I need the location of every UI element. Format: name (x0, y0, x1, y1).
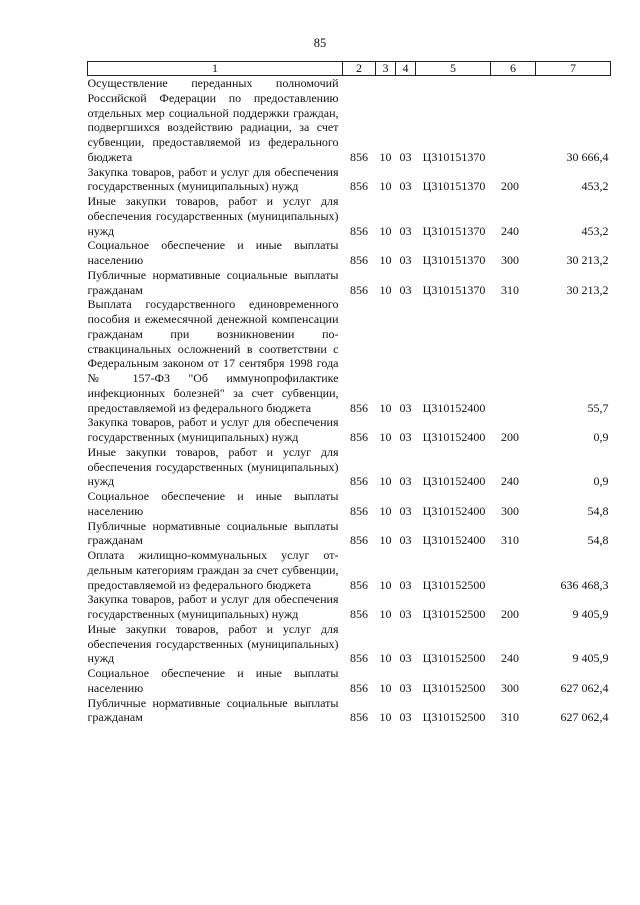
table-row (88, 445, 611, 489)
row-expense-type-code: 200 (501, 179, 519, 194)
row-description: Публичные нормативные социальные выплаты гражданам (87, 267, 339, 297)
table-row (88, 268, 611, 298)
row-expense-type-code (491, 76, 536, 165)
row-expense-type-code: 300 (501, 253, 519, 267)
column-header-1: 1 (88, 62, 343, 76)
row-ministry-code: 856 (350, 607, 368, 621)
row-target-article-code: Ц310152500 (422, 680, 486, 695)
row-section-code: 10 (379, 680, 392, 695)
row-target-article-code: Ц310151370 (422, 149, 486, 164)
row-subsection-code: 03 (399, 253, 412, 267)
row-target-article-code: Ц310152400 (422, 503, 486, 518)
row-description: Выплата государственного единовременного пособия и ежемесячной денежной компенсации гражданам при возникновении поствакцинальных осложнений в соответствии с Федеральным законом от 17 сентября 1998 года № 157-ФЗ "Об иммунопрофилактике инфекционных болезней" за счет субвенции, предоставляемой из федерального бюджета (87, 297, 339, 415)
row-ministry-code: 856 (350, 282, 368, 297)
row-target-article-code: Ц310152400 (422, 474, 486, 489)
row-subsection-code: 03 (399, 533, 412, 548)
row-expense-type-code: 240 (501, 223, 519, 238)
table-row (88, 76, 611, 165)
row-subsection-code: 03 (399, 430, 412, 444)
row-amount: 54,8 (587, 533, 609, 548)
row-ministry-code: 856 (350, 474, 368, 489)
table-row (88, 592, 611, 622)
column-header-5: 5 (416, 62, 491, 76)
table-row (88, 489, 611, 519)
row-subsection-code: 03 (399, 474, 412, 489)
row-ministry-code: 856 (350, 503, 368, 518)
row-expense-type-code: 310 (501, 282, 519, 297)
row-ministry-code: 856 (350, 577, 368, 592)
table-row (88, 238, 611, 268)
row-description: Иные закупки товаров, работ и услуг для обеспечения государственных (муниципальных) нужд (87, 621, 339, 666)
table-row (88, 519, 611, 549)
row-target-article-code: Ц310151370 (422, 282, 486, 297)
row-description: Социальное обеспечение и иные выплаты населению (87, 238, 339, 267)
row-target-article-code: Ц310151370 (422, 253, 486, 267)
row-section-code: 10 (379, 253, 392, 267)
row-section-code: 10 (379, 179, 392, 194)
row-amount: 9 405,9 (572, 607, 609, 621)
row-expense-type-code: 200 (501, 607, 519, 621)
row-subsection-code: 03 (399, 651, 412, 666)
row-amount: 453,2 (581, 223, 609, 238)
row-amount: 54,8 (587, 503, 609, 518)
row-expense-type-code: 240 (501, 474, 519, 489)
table-row (88, 622, 611, 666)
row-description: Закупка товаров, работ и услуг для обеспечения государственных (муниципальных) нужд (87, 164, 339, 194)
row-section-code: 10 (379, 607, 392, 621)
row-target-article-code: Ц310152500 (422, 607, 486, 621)
row-subsection-code: 03 (399, 710, 412, 725)
table-body (88, 76, 611, 726)
row-ministry-code: 856 (350, 179, 368, 194)
column-header-4: 4 (396, 62, 416, 76)
table-row (88, 194, 611, 238)
row-amount: 0,9 (593, 474, 609, 489)
row-expense-type-code: 240 (501, 651, 519, 666)
row-section-code: 10 (379, 223, 392, 238)
row-description: Закупка товаров, работ и услуг для обеспечения государственных (муниципальных) нужд (87, 592, 339, 621)
row-ministry-code: 856 (350, 430, 368, 444)
table-row (88, 415, 611, 445)
row-expense-type-code (491, 297, 536, 415)
row-subsection-code: 03 (399, 400, 412, 415)
row-ministry-code: 856 (350, 710, 368, 725)
row-ministry-code: 856 (350, 149, 368, 164)
row-amount: 30 666,4 (566, 149, 609, 164)
row-amount: 627 062,4 (560, 710, 609, 725)
row-section-code: 10 (379, 282, 392, 297)
row-amount: 30 213,2 (566, 253, 609, 267)
row-expense-type-code: 200 (501, 430, 519, 444)
table-row (88, 548, 611, 592)
row-subsection-code: 03 (399, 149, 412, 164)
row-amount: 453,2 (581, 179, 609, 194)
column-header-3: 3 (376, 62, 396, 76)
row-target-article-code: Ц310152400 (422, 400, 486, 415)
row-target-article-code: Ц310151370 (422, 179, 486, 194)
row-amount: 636 468,3 (560, 577, 609, 592)
page-number: 85 (313, 36, 327, 50)
row-description: Иные закупки товаров, работ и услуг для обеспечения государственных (муниципальных) нужд (87, 194, 339, 238)
row-target-article-code: Ц310152500 (422, 710, 486, 725)
row-ministry-code: 856 (350, 533, 368, 548)
row-description: Оплата жилищно-коммунальных услуг отдельным категориям граждан за счет субвенции, предоставляемой из федерального бюджета (87, 548, 339, 592)
row-description: Осуществление переданных полномочий Российской Федерации по предоставлению отдельных мер социальной поддержки граждан, подвергшихся воздействию радиации, за счет субвенции, предоставляемой из федерального бюджета (87, 76, 339, 164)
table-row (88, 666, 611, 696)
table-row (88, 696, 611, 726)
row-expense-type-code: 300 (501, 503, 519, 518)
column-header-7: 7 (536, 62, 611, 76)
row-subsection-code: 03 (399, 223, 412, 238)
row-target-article-code: Ц310152400 (422, 430, 486, 444)
row-amount: 0,9 (593, 430, 609, 444)
row-subsection-code: 03 (399, 577, 412, 592)
row-target-article-code: Ц310152500 (422, 577, 486, 592)
row-section-code: 10 (379, 710, 392, 725)
row-expense-type-code: 310 (501, 533, 519, 548)
row-expense-type-code: 310 (501, 710, 519, 725)
row-target-article-code: Ц310152400 (422, 533, 486, 548)
row-ministry-code: 856 (350, 651, 368, 666)
row-section-code: 10 (379, 577, 392, 592)
row-amount: 55,7 (587, 400, 609, 415)
budget-table-container (87, 61, 610, 725)
row-description: Публичные нормативные социальные выплаты гражданам (87, 518, 339, 548)
row-section-code: 10 (379, 533, 392, 548)
row-subsection-code: 03 (399, 503, 412, 518)
row-subsection-code: 03 (399, 607, 412, 621)
row-ministry-code: 856 (350, 223, 368, 238)
table-row (88, 297, 611, 415)
row-section-code: 10 (379, 503, 392, 518)
row-expense-type-code: 300 (501, 680, 519, 695)
column-header-6: 6 (491, 62, 536, 76)
row-expense-type-code (491, 548, 536, 592)
column-number-header-row (88, 62, 611, 76)
row-amount: 30 213,2 (566, 282, 609, 297)
row-section-code: 10 (379, 651, 392, 666)
row-description: Социальное обеспечение и иные выплаты населению (87, 666, 339, 695)
row-ministry-code: 856 (350, 400, 368, 415)
row-section-code: 10 (379, 400, 392, 415)
row-description: Публичные нормативные социальные выплаты гражданам (87, 695, 339, 725)
row-amount: 9 405,9 (572, 651, 609, 666)
row-ministry-code: 856 (350, 253, 368, 267)
budget-table (87, 61, 611, 725)
row-subsection-code: 03 (399, 282, 412, 297)
row-amount: 627 062,4 (560, 680, 609, 695)
row-description: Закупка товаров, работ и услуг для обеспечения государственных (муниципальных) нужд (87, 415, 339, 444)
row-section-code: 10 (379, 149, 392, 164)
row-section-code: 10 (379, 474, 392, 489)
row-description: Иные закупки товаров, работ и услуг для обеспечения государственных (муниципальных) нужд (87, 444, 339, 489)
row-subsection-code: 03 (399, 179, 412, 194)
row-ministry-code: 856 (350, 680, 368, 695)
table-row (88, 165, 611, 195)
column-header-2: 2 (343, 62, 376, 76)
row-target-article-code: Ц310151370 (422, 223, 486, 238)
row-description: Социальное обеспечение и иные выплаты населению (87, 489, 339, 518)
row-target-article-code: Ц310152500 (422, 651, 486, 666)
row-subsection-code: 03 (399, 680, 412, 695)
row-section-code: 10 (379, 430, 392, 444)
